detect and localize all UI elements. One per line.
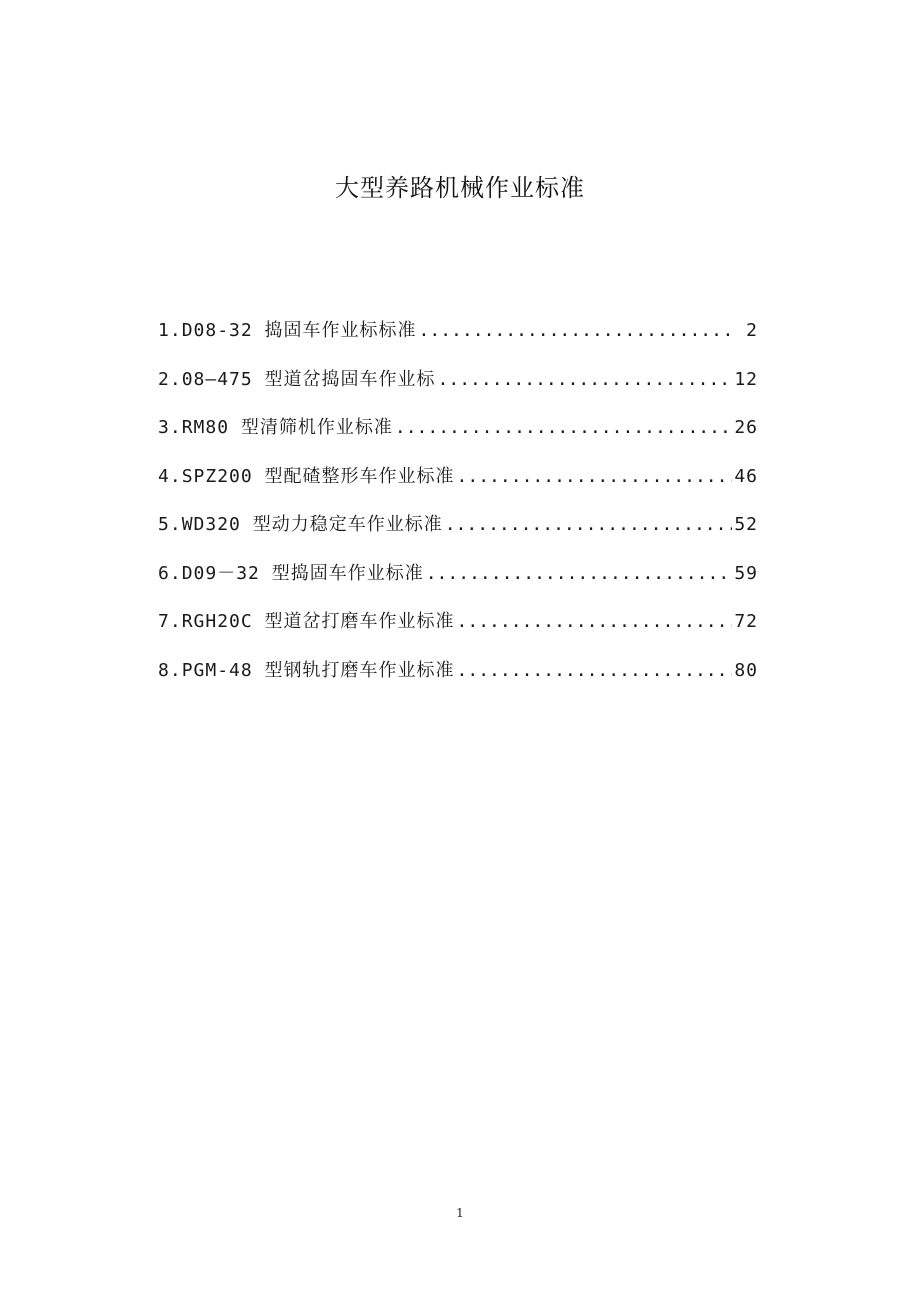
toc-entry-label: 08—475 型道岔捣固车作业标	[181, 368, 436, 390]
toc-entry-label: RGH20C 型道岔打磨车作业标准	[181, 611, 455, 632]
toc-entry-page: 80	[734, 659, 758, 681]
toc-entry-label: SPZ200 型配碴整形车作业标准	[181, 465, 455, 487]
dot-leader	[395, 411, 732, 445]
document-title: 大型养路机械作业标准	[335, 174, 585, 202]
dot-leader	[438, 363, 733, 397]
dot-leader	[457, 460, 733, 494]
page-number: 1	[456, 1206, 464, 1220]
toc-entry-page: 26	[734, 417, 758, 438]
toc-entry[interactable]	[158, 363, 758, 412]
toc-entry-label: PGM-48 型钢轨打磨车作业标准	[181, 659, 455, 681]
toc-entry-page: . 2	[722, 320, 758, 341]
toc-entry-number: 8.	[158, 659, 182, 681]
toc-entry[interactable]	[158, 460, 758, 509]
toc-entry-number: 5.	[158, 514, 182, 535]
toc-entry[interactable]	[158, 508, 758, 557]
toc-entry-label: D08-32 捣固车作业标标准	[181, 320, 417, 341]
toc-entry-label: D09－32 型捣固车作业标准	[181, 562, 424, 584]
toc-entry-number: 6.	[158, 562, 182, 584]
toc-entry[interactable]	[158, 557, 758, 606]
toc-entry-number: 4.	[158, 465, 182, 487]
dot-leader	[457, 605, 733, 639]
dot-leader	[426, 557, 733, 591]
dot-leader	[419, 314, 721, 348]
toc-entry-page: 12	[734, 368, 758, 390]
toc-entry[interactable]	[158, 314, 758, 363]
toc-entry-number: 3.	[158, 417, 182, 438]
toc-entry[interactable]	[158, 411, 758, 460]
toc-entry-number: 1.	[158, 320, 182, 341]
toc-entry-number: 7.	[158, 611, 182, 632]
dot-leader	[457, 654, 733, 688]
toc-entry-page: 46	[734, 465, 758, 487]
toc-entry-page: 59	[734, 562, 758, 584]
toc-entry-number: 2.	[158, 368, 182, 390]
toc-entry[interactable]	[158, 654, 758, 703]
dot-leader	[445, 508, 733, 542]
toc-entry[interactable]	[158, 605, 758, 654]
table-of-contents	[158, 314, 758, 702]
toc-entry-label: RM80 型清筛机作业标准	[181, 417, 393, 438]
toc-entry-page: 72	[734, 611, 758, 632]
toc-entry-label: WD320 型动力稳定车作业标准	[181, 514, 443, 535]
toc-entry-page: 52	[734, 514, 758, 535]
